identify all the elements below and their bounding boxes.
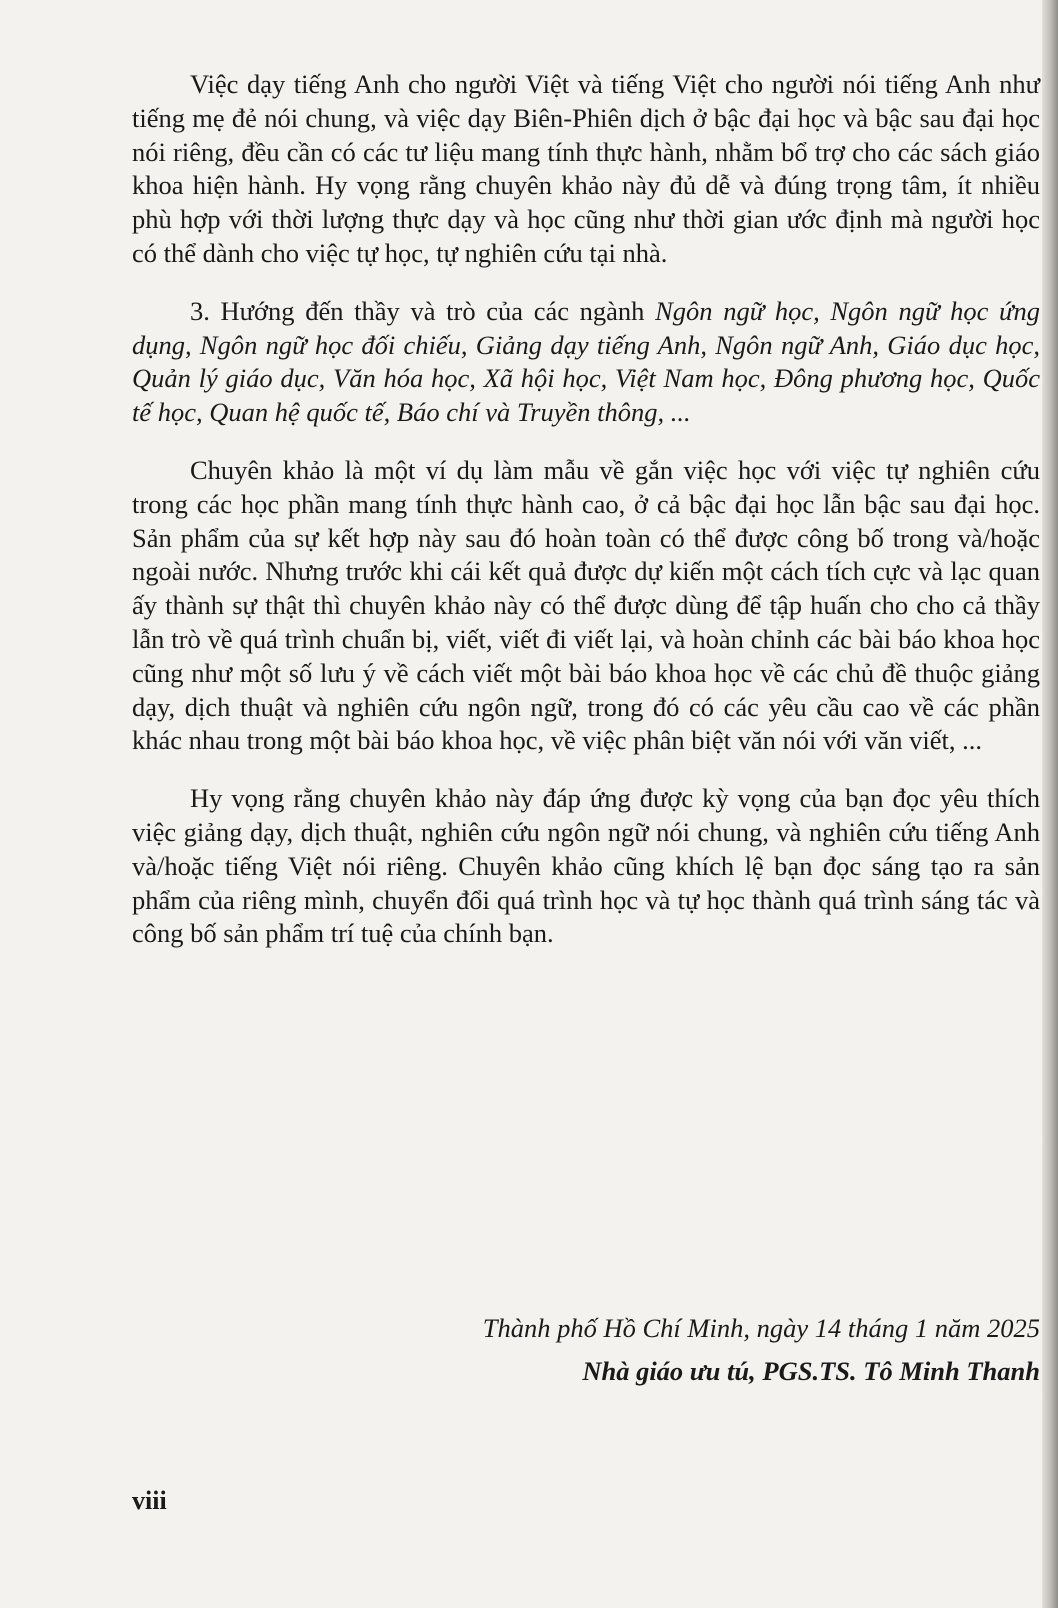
- signature-author: Nhà giáo ưu tú, PGS.TS. Tô Minh Thanh: [582, 1356, 1040, 1386]
- paragraph-1: Việc dạy tiếng Anh cho người Việt và tiếng Việt cho người nói tiếng Anh như tiếng mẹ đẻ nói chung, và việc dạy Biên-Phiên dịch ở bậc đại học và bậc sau đại học nói riêng, đều cần có các tư liệu mang tính thực hành, nhằm bổ trợ cho các sách giáo khoa hiện hành. Hy vọng rằng chuyên khảo này đủ dễ và đúng trọng tâm, ít nhiều phù hợp với thời lượng thực dạy và học cũng như thời gian ước định mà người học có thể dành cho việc tự học, tự nghiên cứu tại nhà.: [132, 69, 1040, 268]
- item-3-fields: Ngôn ngữ học, Ngôn ngữ học ứng dụng, Ngôn ngữ học đối chiếu, Giảng dạy tiếng Anh, Ngôn ngữ Anh, Giáo dục học, Quản lý giáo dục, Văn hóa học, Xã hội học, Việt Nam học, Đông phương học, Quốc tế học, Quan hệ quốc tế, Báo chí và Truyền thông, ...: [132, 295, 1040, 428]
- body-text: [132, 68, 1040, 975]
- paragraph-item-3: [132, 295, 1040, 430]
- paragraph-3: Hy vọng rằng chuyên khảo này đáp ứng được kỳ vọng của bạn đọc yêu thích việc giảng dạy, dịch thuật, nghiên cứu ngôn ngữ nói chung, và nghiên cứu tiếng Anh và/hoặc tiếng Việt nói riêng. Chuyên khảo cũng khích lệ bạn đọc sáng tạo ra sản phẩm của riêng mình, chuyển đổi quá trình học và tự học thành quá trình sáng tác và công bố sản phẩm trí tuệ của chính bạn.: [132, 783, 1040, 949]
- signature-place-date: Thành phố Hồ Chí Minh, ngày 14 tháng 1 năm 2025: [482, 1313, 1040, 1343]
- item-3-prefix: 3. Hướng đến thầy và trò của các ngành: [190, 295, 656, 326]
- page-edge: [1042, 0, 1058, 1608]
- page-number: viii: [132, 1486, 167, 1515]
- paragraph-2: Chuyên khảo là một ví dụ làm mẫu về gắn việc học với việc tự nghiên cứu trong các học phần mang tính thực hành cao, ở cả bậc đại học lẫn bậc sau đại học. Sản phẩm của sự kết hợp này sau đó hoàn toàn có thể được công bố trong và/hoặc ngoài nước. Nhưng trước khi cái kết quả được dự kiến một cách tích cực và lạc quan ấy thành sự thật thì chuyên khảo này có thể được dùng để tập huấn cho cho cả thầy lẫn trò về quá trình chuẩn bị, viết, viết đi viết lại, và hoàn chỉnh các bài báo khoa học cũng như một số lưu ý về cách viết một bài báo khoa học về các chủ đề thuộc giảng dạy, dịch thuật và nghiên cứu ngôn ngữ, trong đó có các yêu cầu cao về các phần khác nhau trong một bài báo khoa học, về việc phân biệt văn nói với văn viết, ...: [132, 454, 1040, 756]
